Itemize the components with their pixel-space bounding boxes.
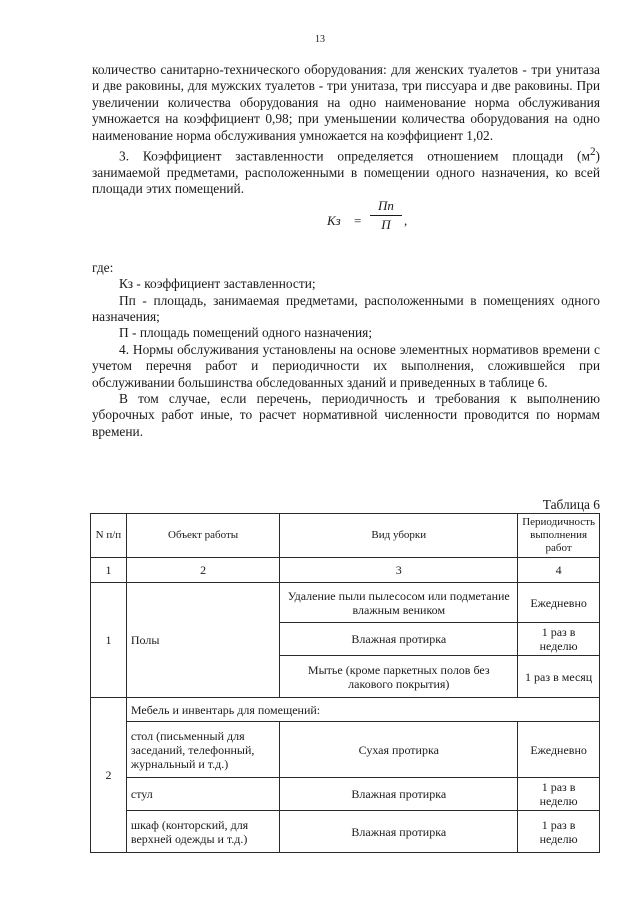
formula-numerator: Пп	[370, 198, 402, 216]
paragraph-coefficient	[92, 144, 600, 198]
header-number: N п/п	[91, 514, 127, 558]
periodicity: Ежедневно	[518, 722, 600, 778]
group-heading: Мебель и инвентарь для помещений:	[126, 698, 599, 722]
formula-comma: ,	[404, 212, 408, 228]
table-column-numbers-row	[91, 558, 600, 583]
definition-p: П - площадь помещений одного назначения;	[119, 325, 373, 341]
page-number: 13	[315, 34, 325, 45]
cleaning-norms-table	[90, 513, 600, 853]
periodicity: Ежедневно	[518, 583, 600, 623]
coefficient-text-b: ) занимаемой предметами, расположенными в помещении одного назначения, ко всей площади этих помещений.	[92, 148, 600, 197]
formula	[92, 198, 600, 260]
where-label: где:	[92, 259, 114, 275]
cleaning-type: Сухая протирка	[280, 722, 518, 778]
formula-fraction	[370, 198, 402, 234]
work-object: шкаф (конторский, для верхней одежды и т.д.)	[126, 811, 279, 853]
column-number-4: 4	[518, 558, 600, 583]
paragraph-equipment: количество санитарно-технического оборудования: для женских туалетов - три унитаза и две раковины, для мужских туалетов - три унитаза, три писсуара и две раковины. При увеличении количества оборудования на одно наименование норма обслуживания умножается на коэффициент 0,98; при уменьшении количества оборудования на одно наименование норма обслуживания умножается на коэффициент 1,02.	[92, 62, 600, 143]
work-object: стол (письменный для заседаний, телефонный, журнальный и т.д.)	[126, 722, 279, 778]
document-body	[92, 62, 600, 440]
formula-lhs: Кз	[327, 212, 341, 228]
coefficient-text-a: 3. Коэффициент заставленности определяется отношением площади (м	[119, 148, 590, 164]
table-row	[91, 811, 600, 853]
definition-pp: Пп - площадь, занимаемая предметами, расположенными в помещениях одного назначения;	[92, 292, 600, 324]
work-object: стул	[126, 778, 279, 811]
definition-kz: Кз - коэффициент заставленности;	[119, 276, 316, 292]
table-header-row	[91, 514, 600, 558]
cleaning-type: Влажная протирка	[280, 778, 518, 811]
cleaning-type: Влажная протирка	[280, 623, 518, 656]
cleaning-type: Мытье (кроме паркетных полов без лакового покрытия)	[280, 656, 518, 698]
table-row	[91, 583, 600, 623]
table-row	[91, 778, 600, 811]
table-row	[91, 698, 600, 722]
column-number-3: 3	[280, 558, 518, 583]
cleaning-type: Удаление пыли пылесосом или подметание влажным веником	[280, 583, 518, 623]
table-row	[91, 722, 600, 778]
row-number: 1	[91, 583, 127, 698]
formula-equals: =	[354, 212, 362, 228]
header-cleaning-type: Вид уборки	[280, 514, 518, 558]
cleaning-type: Влажная протирка	[280, 811, 518, 853]
header-periodicity: Периодичность выполнения работ	[518, 514, 600, 558]
column-number-1: 1	[91, 558, 127, 583]
work-object: Полы	[126, 583, 279, 698]
paragraph-norms: 4. Нормы обслуживания установлены на основе элементных нормативов времени с учетом перечня работ и периодичности их выполнения, сложившейся при обслуживании большинства обследованных зданий и приведенных в таблице 6.	[92, 341, 600, 390]
header-object: Объект работы	[126, 514, 279, 558]
column-number-2: 2	[126, 558, 279, 583]
periodicity: 1 раз в месяц	[518, 656, 600, 698]
formula-denominator: П	[381, 217, 391, 233]
periodicity: 1 раз в неделю	[518, 811, 600, 853]
table-caption: Таблица 6	[542, 497, 600, 512]
coefficient-superscript: 2	[589, 146, 596, 159]
periodicity: 1 раз в неделю	[518, 623, 600, 656]
row-number: 2	[91, 698, 127, 853]
periodicity: 1 раз в неделю	[518, 778, 600, 811]
paragraph-time-norms: В том случае, если перечень, периодичность и требования к выполнению уборочных работ иные, то расчет нормативной численности проводится по нормам времени.	[92, 390, 600, 439]
